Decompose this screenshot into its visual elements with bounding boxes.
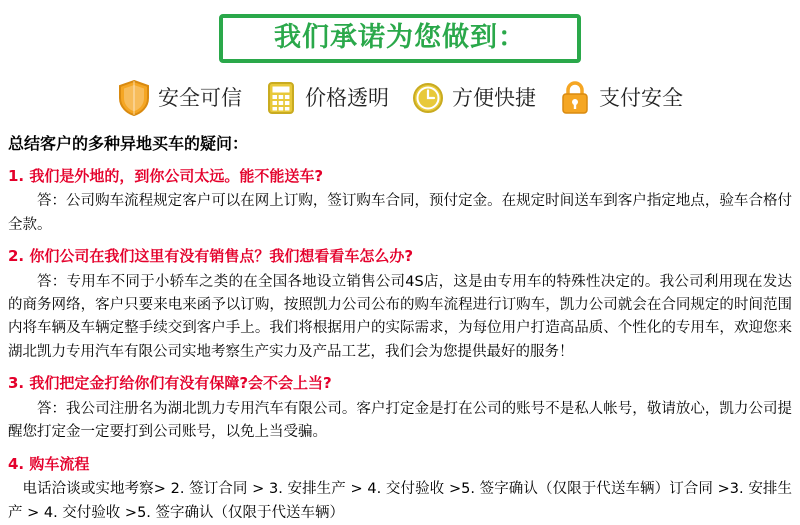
feature-label: 支付安全 bbox=[599, 85, 683, 110]
answer-2: 答：专用车不同于小轿车之类的在全国各地设立销售公司4S店，这是由专用车的特殊性决定的。我公司利用现在发达的商务网络，客户只要来电来函予以订购，按照凯力公司公布的购车流程进行订购车，凯力公司就会在合同规定的时间范围内将车辆及车辆定整手续交到客户手上。我们将根据用户的实际需求，为每位用户打造高品质、个性化的专用车，欢迎您来湖北凯力专用汽车有限公司实地考察生产实力及产品工艺，我们会为您提供最好的服务！ bbox=[8, 273, 792, 360]
feature-item-price bbox=[264, 79, 389, 117]
feature-item-safe bbox=[117, 79, 242, 117]
answer-3: 答：我公司注册名为湖北凯力专用汽车有限公司。客户打定金是打在公司的账号不是私人帐号，敬请放心，凯力公司提醒您打定金一定要打到公司账号，以免上当受骗。 bbox=[8, 400, 792, 441]
feature-item-payment bbox=[558, 79, 683, 117]
question-2: 2. 你们公司在我们这里有没有销售点？我们想看看车怎么办? bbox=[8, 247, 414, 266]
feature-row bbox=[0, 79, 800, 117]
clock-icon bbox=[411, 79, 445, 117]
answer-1: 答：公司购车流程规定客户可以在网上订购，签订购车合同，预付定金。在规定时间送车到客户指定地点，验车合格付全款。 bbox=[8, 193, 792, 233]
feature-label: 安全可信 bbox=[158, 85, 242, 110]
section-title: 总结客户的多种异地买车的疑问： bbox=[8, 134, 249, 154]
flow-title: 4. 购车流程 bbox=[8, 454, 90, 473]
promise-banner bbox=[219, 14, 581, 63]
question-1: 1. 我们是外地的，到你公司太远。能不能送车? bbox=[8, 166, 324, 185]
page-root bbox=[0, 14, 800, 519]
shield-icon bbox=[117, 79, 151, 117]
content-body bbox=[0, 117, 800, 525]
lock-icon bbox=[558, 79, 592, 117]
promise-banner-title: 我们承诺为您做到： bbox=[274, 22, 526, 53]
question-3: 3. 我们把定金打给你们有没有保障?会不会上当? bbox=[8, 374, 332, 393]
feature-item-fast bbox=[411, 79, 536, 117]
feature-label: 方便快捷 bbox=[452, 85, 536, 110]
flow-text: 电话洽谈或实地考察> 2. 签订合同 > 3. 安排生产 > 4. 交付验收 >5. 签字确认（仅限于代送车辆）订合同 >3. 安排生产 > 4. 交付验收 >5. 签字确认（仅限于代送车辆） bbox=[8, 481, 792, 521]
feature-label: 价格透明 bbox=[305, 85, 389, 110]
calculator-icon bbox=[264, 79, 298, 117]
